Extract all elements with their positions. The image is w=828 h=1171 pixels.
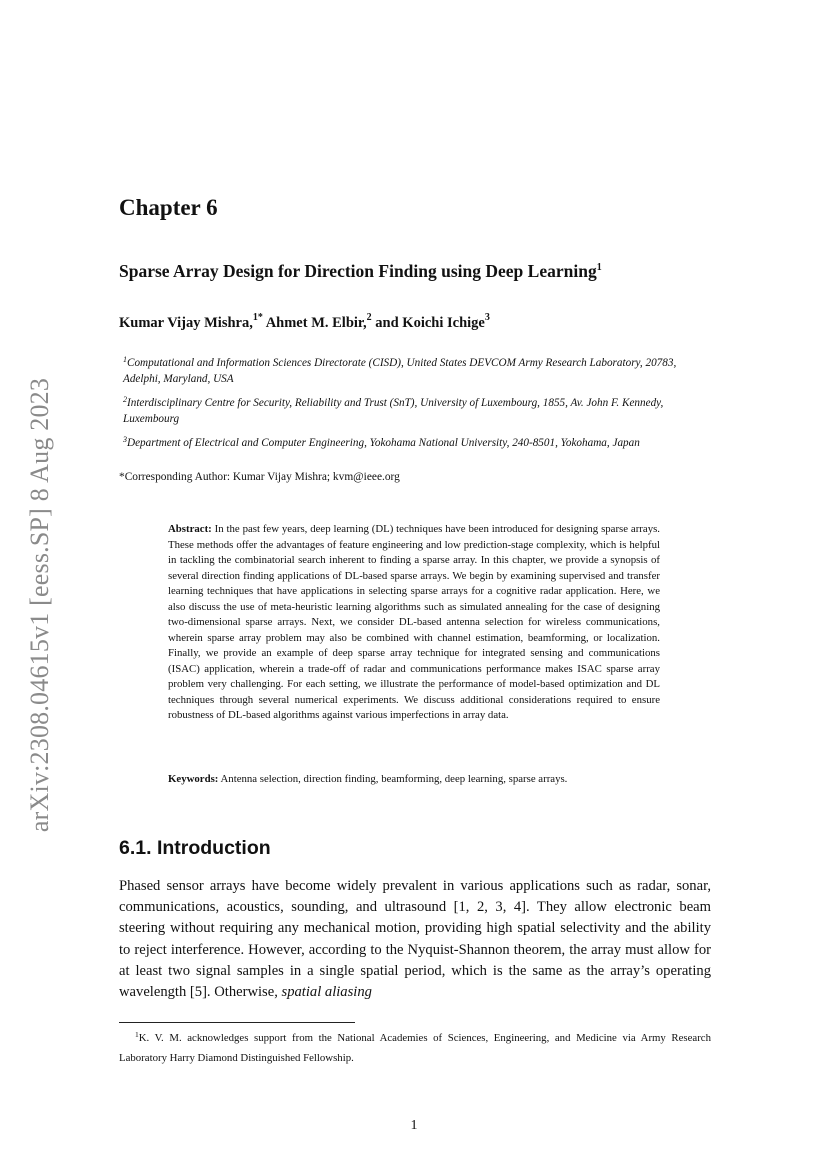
- keywords: [168, 772, 660, 788]
- affiliation-item: [119, 395, 711, 427]
- chapter-label: Chapter 6: [119, 195, 218, 220]
- affiliation-mark: 1: [123, 355, 127, 364]
- keywords-label: Keywords:: [168, 773, 219, 785]
- affiliation-mark: 2: [123, 395, 127, 404]
- author-name: Ahmet M. Elbir,: [265, 315, 367, 331]
- footnote-text: K. V. M. acknowledges support from the National Academies of Sciences, Engineering, and Medicine via Army Research Laboratory Harry Diamond Distinguished Fellowship.: [119, 1032, 711, 1064]
- arxiv-identifier-stamp: arXiv:2308.04615v1 [eess.SP] 8 Aug 2023: [25, 377, 54, 833]
- footnote-divider: [119, 1022, 355, 1023]
- author-list: [119, 312, 739, 334]
- affiliation-list: [119, 355, 711, 459]
- author-name: Koichi Ichige: [402, 315, 485, 331]
- page-number: 1: [410, 1118, 418, 1133]
- footnote: [119, 1028, 711, 1068]
- author-name: Kumar Vijay Mishra,: [119, 315, 253, 331]
- chapter-title: [119, 259, 739, 283]
- author-affiliation-mark: 2: [366, 312, 372, 323]
- body-paragraph-emphasis: spatial aliasing: [281, 984, 372, 1001]
- author-separator: and: [371, 315, 403, 331]
- abstract-label: Abstract:: [168, 523, 212, 535]
- author-affiliation-mark: 3: [484, 312, 490, 323]
- abstract-text: In the past few years, deep learning (DL) techniques have been introduced for designing sparse arrays. These methods offer the advantages of feature engineering and low prediction-stage complexity, which is helpful in tackling the combinatorial search inherent to finding a sparse array. In this chapter, we provide a synopsis of several direction finding applications of DL-based sparse arrays. We begin by examining supervised and transfer learning techniques that have applications in selecting sparse arrays for a cognitive radar application. Here, we also discuss the use of meta-heuristic learning algorithms such as simulated annealing for the case of designing two-dimensional sparse arrays. Next, we consider DL-based antenna selection for wireless communications, wherein sparse array problem may also be combined with channel estimation, beamforming, or localization. Finally, we provide an example of deep sparse array technique for integrated sensing and communications (ISAC) application, wherein a trade-off of radar and communications performance makes ISAC sparse array problem very challenging. For each setting, we illustrate the performance of model-based optimization and DL techniques through several numerical experiments. We discuss additional considerations required to ensure robustness of DL-based algorithms against various imperfections in array data.: [168, 523, 660, 721]
- body-paragraph-text: Phased sensor arrays have become widely prevalent in various applications such as radar, sonar, communications, acoustics, sounding, and ultrasound [1, 2, 3, 4]. They allow electronic beam steering without requiring any mechanical motion, providing high spatial selectivity and the ability to reject interference. However, according to the Nyquist-Shannon theorem, the array must allow for at least two signal samples in a single spatial period, which is the same as the array’s operating wavelength [5]. Otherwise,: [119, 878, 711, 1001]
- affiliation-text: Interdisciplinary Centre for Security, Reliability and Trust (SnT), University of Luxembourg, 1855, Av. John F. Kennedy, Luxembourg: [123, 397, 664, 425]
- chapter-title-text: Sparse Array Design for Direction Finding using Deep Learning: [119, 261, 597, 281]
- section-heading: 6.1. Introduction: [119, 837, 271, 859]
- affiliation-text: Department of Electrical and Computer Engineering, Yokohama National University, 240-8501, Yokohama, Japan: [127, 437, 640, 449]
- affiliation-item: [119, 355, 711, 387]
- keywords-text: Antenna selection, direction finding, beamforming, deep learning, sparse arrays.: [220, 773, 568, 785]
- chapter-title-footnote-mark[interactable]: 1: [596, 262, 602, 273]
- corresponding-author-note: *Corresponding Author: Kumar Vijay Mishra; kvm@ieee.org: [119, 471, 400, 483]
- affiliation-text: Computational and Information Sciences Directorate (CISD), United States DEVCOM Army Research Laboratory, 20783, Adelphi, Maryland, USA: [123, 357, 677, 385]
- footnote-mark: 1: [135, 1030, 139, 1039]
- abstract: [168, 522, 660, 724]
- affiliation-item: [119, 435, 711, 451]
- author-affiliation-mark: 1*: [252, 312, 263, 323]
- affiliation-mark: 3: [123, 435, 127, 444]
- body-paragraph: [119, 876, 711, 1003]
